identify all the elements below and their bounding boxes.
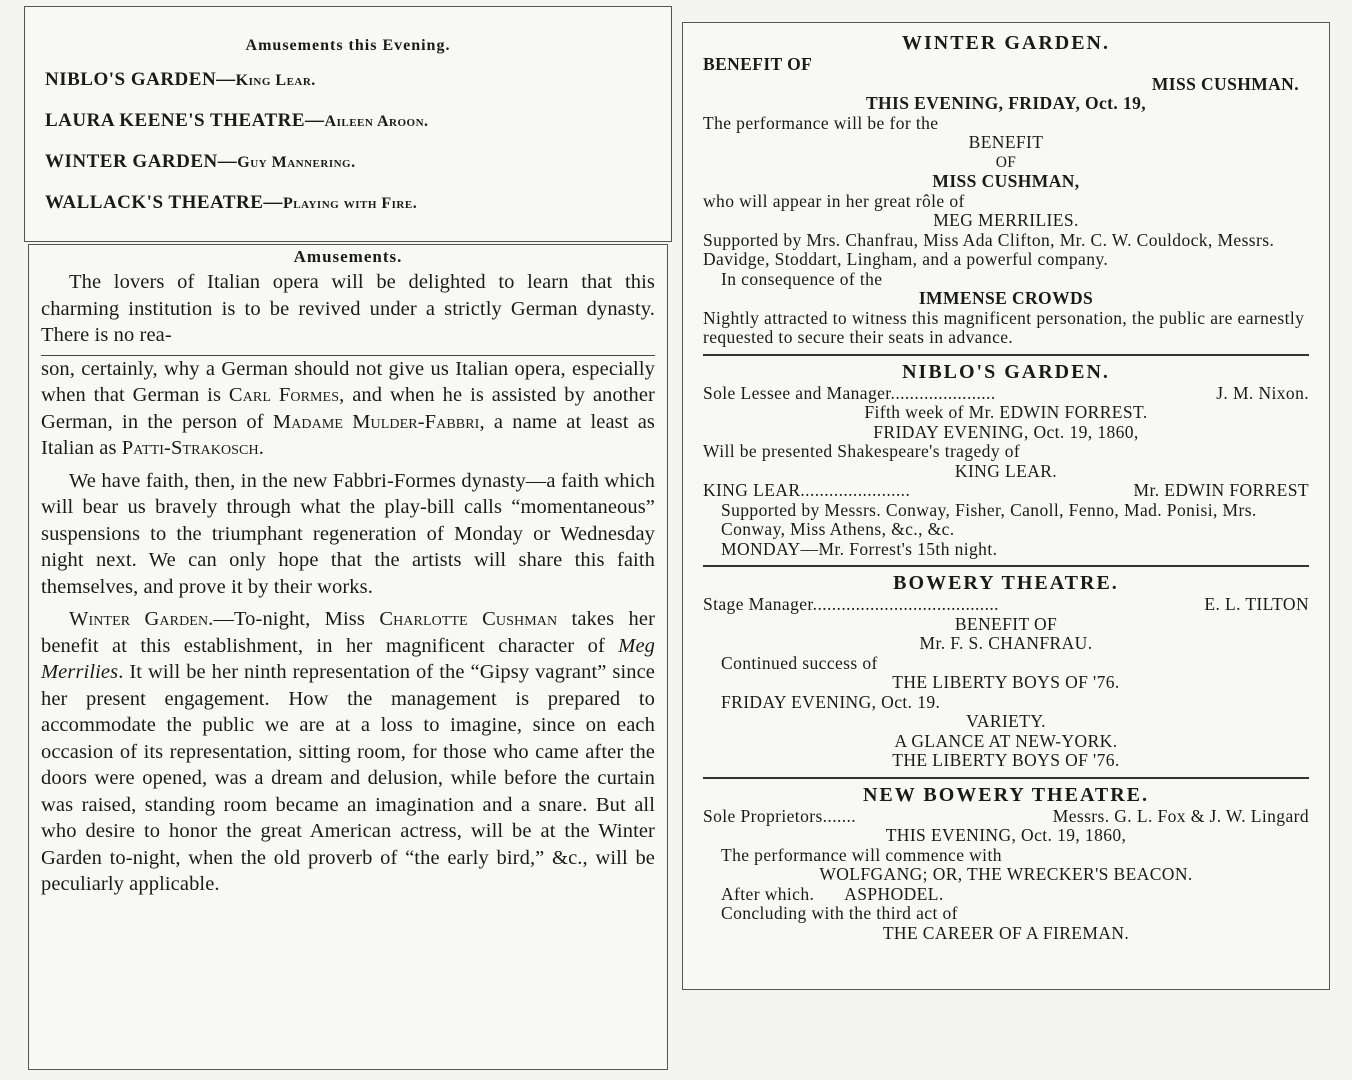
ad-winter-garden: WINTER GARDEN. BENEFIT OF MISS CUSHMAN. THIS EVENING, FRIDAY, Oct. 19, The performance will be for the BENEFIT OF MISS CUSHMAN, who will appear in her great rôle of MEG MERRILIES. Supported by Mrs. Chanfrau, Miss Ada Clifton, Mr. C. W. Couldock, Messrs. Davidge, Stoddart, Lingham, and a powerful company. In consequence of the IMMENSE CROWDS Nightly attracted to witness this magnificent personation, the public are earnestly requested to secure their seats in advance. xyxy=(703,31,1309,348)
ad-niblos-garden: NIBLO'S GARDEN. Sole Lessee and Manager...................... J. M. Nixon. Fifth week of Mr. EDWIN FORREST. FRIDAY EVENING, Oct. 19, 1860, Will be presented Shakespeare's tragedy of KING LEAR. KING LEAR....................... Mr. EDWIN FORREST Supported by Messrs. Conway, Fisher, Canoll, Fenno, Mad. Ponisi, Mrs. Conway, Miss Athens, &c., &c. MONDAY—Mr. Forrest's 15th night. xyxy=(703,360,1309,559)
ad-new-bowery-theatre: NEW BOWERY THEATRE. Sole Proprietors....... Messrs. G. L. Fox & J. W. Lingard THIS EVENING, Oct. 19, 1860, The performance will commence with WOLFGANG; OR, THE WRECKER'S BEACON. After which. ASPHODEL. Concluding with the third act of THE CAREER OF A FIREMAN. xyxy=(703,783,1309,943)
ad-title: NIBLO'S GARDEN. xyxy=(902,360,1110,383)
article-heading: Amusements. xyxy=(293,247,403,266)
article-paragraph-winter-garden: Winter Garden.—To-night, Miss Charlotte Cushman takes her benefit at this establishment, in her magnificent character of Meg Merrilies. It will be her ninth representation of the “Gipsy vagrant” since her present engagement. How the management is prepared to accommodate the public we are at a loss to imagine, since on each occasion of its representation, sitting room, for those who came after the doors were opened, was a dream and delusion, while before the curtain was raised, standing room became an imagination and a snare. But all who desire to honor the great American actress, will be at the Winter Garden to-night, when the old proverb of “the early bird,” &c., will be peculiarly applicable. xyxy=(41,608,656,895)
article-paragraph-opera-cont: son, certainly, why a German should not give us Italian opera, especially when that German is Carl Formes, and when he is assisted by another German, in the person of Madame Mulder-Fabbri, a name at least as Italian as Patti-Strakosch. xyxy=(41,357,655,459)
ad-separator xyxy=(703,354,1309,356)
amusements-article-clipping xyxy=(28,244,668,1070)
listing-item: LAURA KEENE'S THEATRE—Aileen Aroon. xyxy=(45,110,429,131)
ad-title: WINTER GARDEN. xyxy=(901,32,1111,54)
ad-bowery-theatre: BOWERY THEATRE. Stage Manager....................................... E. L. TILTON BENEFIT OF Mr. F. S. CHANFRAU. Continued success of THE LIBERTY BOYS OF '76. FRIDAY EVENING, Oct. 19. VARIETY. A GLANCE AT NEW-YORK. THE LIBERTY BOYS OF '76. xyxy=(703,572,1309,770)
listing-item: NIBLO'S GARDEN—King Lear. xyxy=(45,69,316,90)
ad-separator xyxy=(703,777,1309,779)
theatre-ads-clipping xyxy=(682,22,1330,990)
listings-heading: Amusements this Evening. xyxy=(245,37,451,54)
article-paragraph-opera: The lovers of Italian opera will be delighted to learn that this charming institution is to be revived under a strictly German dynasty. There is no rea- xyxy=(41,271,655,346)
listing-item: WINTER GARDEN—Guy Mannering. xyxy=(45,151,356,172)
amusements-listing-clipping xyxy=(24,6,672,242)
ad-separator xyxy=(703,565,1309,567)
listing-item: WALLACK'S THEATRE—Playing with Fire. xyxy=(45,192,418,213)
ad-title: BOWERY THEATRE. xyxy=(893,572,1119,594)
article-paragraph-faith: We have faith, then, in the new Fabbri-Formes dynasty—a faith which will bear us bravely through what the play-bill calls “momentaneous” suspensions to the triumphant regeneration of Monday or Wednesday night next. We can only hope that the artists will share this faith themselves, and prove it by their works. xyxy=(41,469,655,598)
ad-title: NEW BOWERY THEATRE. xyxy=(862,783,1150,806)
